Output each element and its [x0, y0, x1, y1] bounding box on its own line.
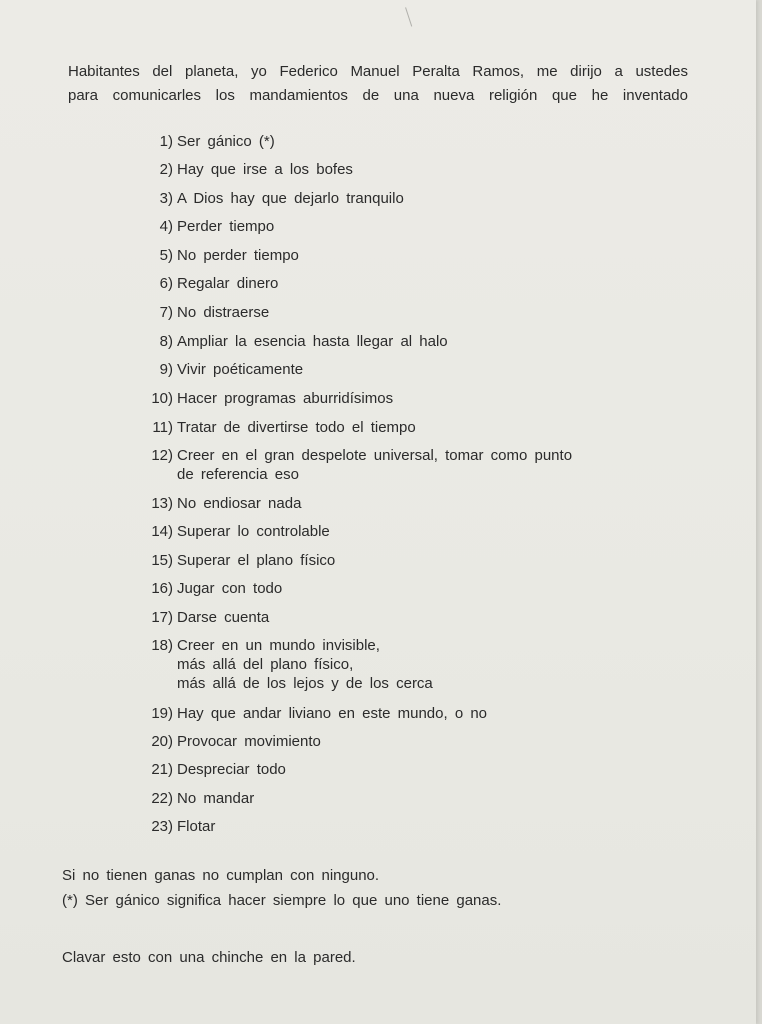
commandment-text-line: Darse cuenta	[177, 609, 270, 626]
commandment-number: 15)	[151, 552, 173, 569]
commandment-text-line: Vivir poéticamente	[177, 361, 304, 378]
commandment-number: 13)	[151, 495, 173, 512]
commandment-text-line: Hacer programas aburridísimos	[177, 390, 394, 407]
commandment-text-line: Hay que irse a los bofes	[177, 161, 353, 178]
commandment-text-line: Ampliar la esencia hasta llegar al halo	[177, 333, 448, 350]
commandment-number: 20)	[151, 733, 173, 750]
commandment-number: 1)	[159, 133, 173, 150]
commandment-number: 5)	[159, 247, 173, 264]
commandment-text-line: No perder tiempo	[177, 247, 299, 264]
commandment-number: 12)	[151, 447, 173, 464]
intro-line-2: para comunicarles los mandamientos de una nueva religión que he inventado	[68, 87, 688, 104]
commandment-text	[177, 274, 637, 293]
pencil-mark	[405, 5, 418, 26]
commandment-number: 21)	[151, 761, 173, 778]
commandment-text	[177, 760, 637, 779]
commandment-number: 10)	[151, 390, 173, 407]
commandment-text	[177, 608, 637, 627]
commandment-text-line: A Dios hay que dejarlo tranquilo	[177, 190, 404, 207]
commandment-text	[177, 246, 637, 265]
footnote: (*) Ser gánico significa hacer siempre lo que uno tiene ganas.	[62, 892, 502, 909]
commandment-number: 19)	[151, 705, 173, 722]
commandment-number: 23)	[151, 818, 173, 835]
commandment-text-line: Flotar	[177, 818, 216, 835]
intro-paragraph	[68, 60, 688, 108]
commandment-text	[177, 132, 637, 151]
commandment-text	[177, 160, 637, 179]
commandment-text-line: No mandar	[177, 790, 255, 807]
commandment-text	[177, 732, 637, 751]
commandment-text-line: Despreciar todo	[177, 761, 286, 778]
commandment-number: 8)	[159, 333, 173, 350]
commandment-number: 9)	[159, 361, 173, 378]
commandment-text	[177, 446, 637, 484]
commandment-text-line: Ser gánico (*)	[177, 133, 275, 150]
commandment-number: 2)	[159, 161, 173, 178]
commandment-text	[177, 303, 637, 322]
commandment-text-line: Regalar dinero	[177, 275, 279, 292]
commandment-text-line: Creer en el gran despelote universal, tomar como punto	[177, 447, 573, 464]
commandment-number: 16)	[151, 580, 173, 597]
commandment-text-line: más allá del plano físico,	[177, 656, 354, 673]
commandment-number: 18)	[151, 637, 173, 654]
commandment-text-line: Perder tiempo	[177, 218, 275, 235]
commandment-text	[177, 551, 637, 570]
commandment-text-line: No endiosar nada	[177, 495, 302, 512]
closing-instruction: Clavar esto con una chinche en la pared.	[62, 949, 356, 966]
commandment-number: 14)	[151, 523, 173, 540]
commandment-text	[177, 789, 637, 808]
commandment-text-line: de referencia eso	[177, 466, 299, 483]
commandment-text-line: Provocar movimiento	[177, 733, 321, 750]
commandment-number: 7)	[159, 304, 173, 321]
intro-line-1: Habitantes del planeta, yo Federico Manuel Peralta Ramos, me dirijo a ustedes	[68, 63, 688, 80]
commandment-text-line: más allá de los lejos y de los cerca	[177, 675, 433, 692]
commandment-text-line: Superar lo controlable	[177, 523, 330, 540]
commandment-text	[177, 817, 637, 836]
commandment-number: 3)	[159, 190, 173, 207]
commandment-text	[177, 360, 637, 379]
commandment-text-line: Jugar con todo	[177, 580, 283, 597]
commandment-text	[177, 522, 637, 541]
commandment-text-line: Creer en un mundo invisible,	[177, 637, 380, 654]
commandment-text	[177, 579, 637, 598]
commandment-number: 11)	[152, 419, 173, 436]
commandment-text	[177, 636, 637, 693]
commandment-text	[177, 217, 637, 236]
commandment-text	[177, 494, 637, 513]
commandment-text-line: No distraerse	[177, 304, 270, 321]
commandment-number: 6)	[159, 275, 173, 292]
commandment-number: 22)	[151, 790, 173, 807]
commandment-text	[177, 189, 637, 208]
commandment-text-line: Tratar de divertirse todo el tiempo	[177, 419, 416, 436]
commandment-number: 17)	[151, 609, 173, 626]
commandment-text-line: Hay que andar liviano en este mundo, o no	[177, 705, 488, 722]
commandment-text-line: Superar el plano físico	[177, 552, 336, 569]
commandment-number: 4)	[159, 218, 173, 235]
commandment-text	[177, 332, 637, 351]
commandment-text	[177, 418, 637, 437]
footer-line-1: Si no tienen ganas no cumplan con ninguno.	[62, 867, 380, 884]
commandment-text	[177, 389, 637, 408]
commandment-text	[177, 704, 637, 723]
